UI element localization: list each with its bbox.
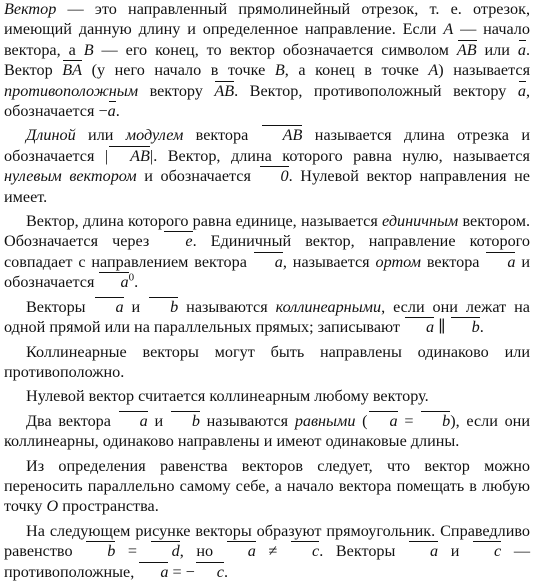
vector-symbol: a (118, 411, 148, 429)
text-run: называются (178, 297, 276, 316)
vector-symbol: a (485, 252, 515, 270)
vector-symbol: 0 (259, 166, 289, 184)
text-run: . Векторы (319, 542, 409, 561)
text-run: |. Вектор, длина которого равна нулю, называется (149, 146, 530, 165)
point-variable: A (428, 61, 439, 80)
text-run: . Вектор, противоположный вектору (234, 81, 518, 100)
text-run: , если они лежат на одной прямой или на параллельных прямых; записывают (4, 297, 530, 337)
paragraph-parallel-transfer (4, 456, 530, 517)
vector-symbol: a (408, 541, 438, 559)
text-run: , а конец в точке (284, 61, 429, 80)
text-run: ≠ (255, 542, 290, 561)
text-run: и (123, 297, 149, 316)
text-run: . (479, 318, 484, 337)
text-run: и (438, 542, 473, 561)
paragraph-unit-vector (4, 211, 530, 293)
term-emphasis: Длиной (26, 126, 76, 145)
text-run: . Единичный вектор, направление которого совпадает с направлением вектора (4, 232, 530, 271)
text-run: — его конец, то вектор обозначается символом (93, 40, 457, 59)
text-run: — начало вектора, а (4, 20, 530, 59)
text-run: . (115, 102, 120, 121)
text-run: (у него начало в точке (82, 61, 275, 80)
text-run: — противоположные, (4, 542, 531, 581)
text-run: или (476, 40, 518, 59)
text-run: вектора (183, 126, 261, 145)
text-run: . (134, 273, 139, 292)
vector-symbol: e (163, 231, 192, 249)
vector-symbol: c (290, 541, 319, 559)
paragraph-zero-vector-collinear (4, 386, 530, 406)
text-run: Два вектора (26, 411, 118, 430)
vector-symbol: AB (456, 40, 477, 59)
vector-symbol: b (420, 411, 450, 429)
text-run: вектором. Обозначается через (4, 212, 531, 251)
paragraph-collinear (4, 297, 530, 338)
text-run: , обозначается − (4, 81, 530, 121)
vector-symbol: a (138, 562, 168, 580)
vector-symbol: b (450, 317, 480, 335)
vector-symbol: a (368, 411, 398, 429)
text-run: и обозначается (136, 167, 259, 186)
text-run: и (147, 411, 170, 430)
point-variable: A (443, 20, 454, 39)
vector-symbol: a (517, 81, 526, 100)
vector-symbol: c (472, 541, 501, 559)
vector-symbol: a (94, 297, 124, 315)
point-variable: O (46, 497, 59, 516)
text-run: пространства. (58, 497, 159, 516)
point-variable: B (83, 40, 94, 59)
text-run: вектору (138, 81, 215, 100)
text-run: называются (199, 411, 295, 430)
term-emphasis: противоположным (4, 81, 139, 100)
vector-symbol: AB (214, 81, 235, 100)
text-run: называется длина отрезка и обозначается | (4, 126, 531, 165)
text-run: ) называется (438, 61, 531, 80)
text-run: ∥ (434, 318, 450, 337)
text-run: = (115, 542, 150, 561)
paragraph-equal-vectors (4, 411, 530, 452)
term-emphasis: нулевым вектором (4, 167, 137, 186)
paragraph-length-modulus (4, 125, 530, 207)
vector-symbol: BA (62, 61, 83, 80)
text-run: ( (355, 411, 368, 430)
text-run: или (75, 126, 126, 145)
vector-symbol: b (148, 297, 178, 315)
text-run: Нулевой вектор считается коллинеарным любому вектору. (26, 387, 429, 406)
text-run: . Нулевой вектор направления не имеет. (4, 167, 530, 206)
text-run: . Вектор (4, 40, 530, 80)
text-run: = − (168, 562, 195, 581)
term-emphasis: Вектор (4, 0, 57, 18)
text-run: Векторы (26, 297, 94, 316)
paragraph-rectangle-example (4, 521, 530, 582)
textbook-page (4, 0, 530, 586)
paragraph-collinear-directions (4, 342, 530, 383)
text-run: и обозначается (4, 252, 530, 292)
term-emphasis: модулем (125, 126, 184, 145)
vector-symbol: b (170, 411, 200, 429)
text-run: Коллинеарные векторы могут быть направлены одинаково или противоположно. (4, 342, 530, 381)
text-run: Вектор, длина которого равна единице, называется (26, 212, 383, 231)
vector-symbol: a (253, 252, 283, 270)
term-emphasis: равными (294, 411, 356, 430)
paragraph-vector-definition (4, 0, 530, 121)
vector-symbol: d (150, 541, 180, 559)
vector-symbol: a (98, 272, 128, 290)
vector-symbol: a (226, 541, 256, 559)
text-run: = (397, 411, 421, 430)
superscript: 0 (128, 271, 135, 284)
vector-symbol: a (107, 102, 116, 121)
term-emphasis: ортом (375, 252, 421, 271)
vector-symbol: AB (108, 146, 150, 164)
vector-symbol: c (195, 562, 224, 580)
point-variable: B (274, 61, 285, 80)
text-run: , но (179, 542, 226, 561)
term-emphasis: коллинеарными (275, 297, 382, 316)
vector-symbol: b (85, 541, 115, 559)
vector-symbol: AB (261, 125, 303, 143)
vector-symbol: a (404, 317, 434, 335)
term-emphasis: единичным (382, 212, 459, 231)
text-run: , называется (282, 252, 376, 271)
text-run: — это направленный прямолинейный отрезок, т. е. отрезок, имеющий данную длину и определенное направление. Если (4, 0, 530, 39)
text-run: . (223, 562, 229, 581)
text-run: На следующем рисунке векторы образуют прямоугольник. Справедливо равенство (4, 521, 530, 561)
vector-symbol: a (517, 40, 526, 59)
text-run: Из определения равенства векторов следует, что вектор можно переносить параллельно самому себе, а начало вектора помещать в любую точку (4, 456, 530, 516)
text-run: ), если они коллинеарны, одинаково направлены и имеют одинаковые длины. (4, 411, 531, 451)
text-run: вектора (420, 252, 486, 271)
